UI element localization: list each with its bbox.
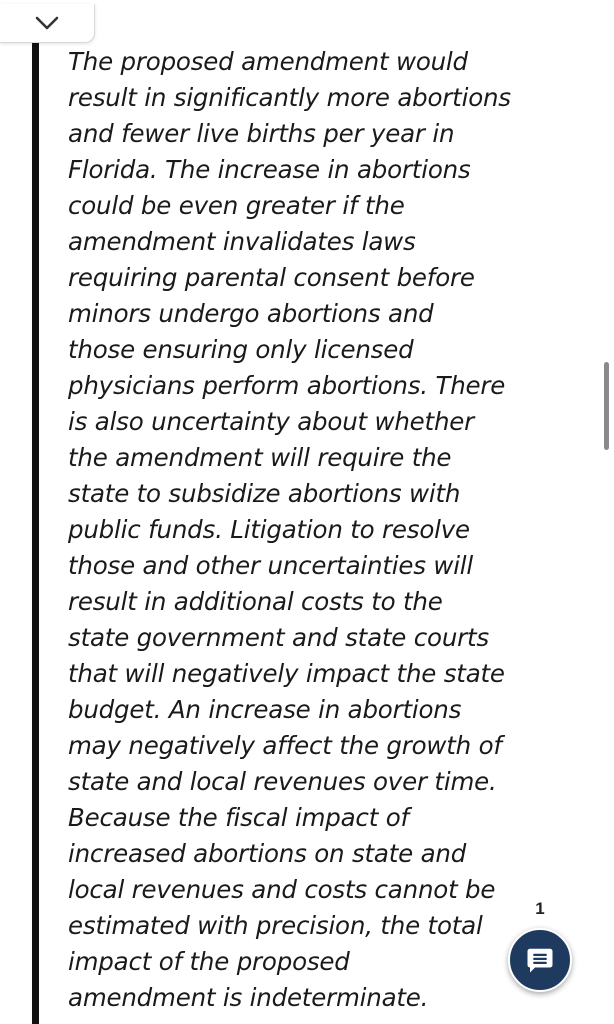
quote-line: and fewer live births per year in	[68, 119, 455, 148]
quote-line: state to subsidize abortions with	[68, 479, 461, 508]
quote-line: result in significantly more abortions	[68, 83, 511, 112]
quote-line: The proposed amendment would	[68, 47, 468, 76]
quote-line: those and other uncertainties will	[68, 551, 474, 580]
chevron-down-icon	[34, 15, 60, 31]
quote-line: the amendment will require the	[68, 443, 452, 472]
quote-line: impact of the proposed	[68, 947, 350, 976]
blockquote-bar	[32, 40, 39, 1024]
quote-line: that will negatively impact the state	[68, 659, 505, 688]
quote-line: budget. An increase in abortions	[68, 695, 462, 724]
quote-line: could be even greater if the	[68, 191, 405, 220]
quote-line: local revenues and costs cannot be	[68, 875, 496, 904]
comment-count-badge: 1	[535, 899, 545, 918]
quote-line: physicians perform abortions. There	[68, 371, 506, 400]
quote-line: public funds. Litigation to resolve	[68, 515, 470, 544]
blockquote-text	[68, 44, 568, 1016]
quote-line: is also uncertainty about whether	[68, 407, 475, 436]
quote-line: state government and state courts	[68, 623, 489, 652]
quote-line: result in additional costs to the	[68, 587, 443, 616]
quote-line: amendment is indeterminate.	[68, 983, 429, 1012]
quote-line: increased abortions on state and	[68, 839, 467, 868]
quote-line: requiring parental consent before	[68, 263, 475, 292]
quote-line: those ensuring only licensed	[68, 335, 414, 364]
comments-button[interactable]	[508, 928, 572, 992]
quote-line: amendment invalidates laws	[68, 227, 416, 256]
comment-icon	[525, 945, 555, 975]
quote-line: may negatively affect the growth of	[68, 731, 502, 760]
scrollbar-thumb[interactable]	[604, 362, 609, 450]
quote-line: minors undergo abortions and	[68, 299, 434, 328]
quote-line: state and local revenues over time.	[68, 767, 497, 796]
quote-line: estimated with precision, the total	[68, 911, 483, 940]
quote-line: Florida. The increase in abortions	[68, 155, 471, 184]
collapse-toggle-button[interactable]	[0, 4, 95, 43]
quote-line: Because the fiscal impact of	[68, 803, 409, 832]
